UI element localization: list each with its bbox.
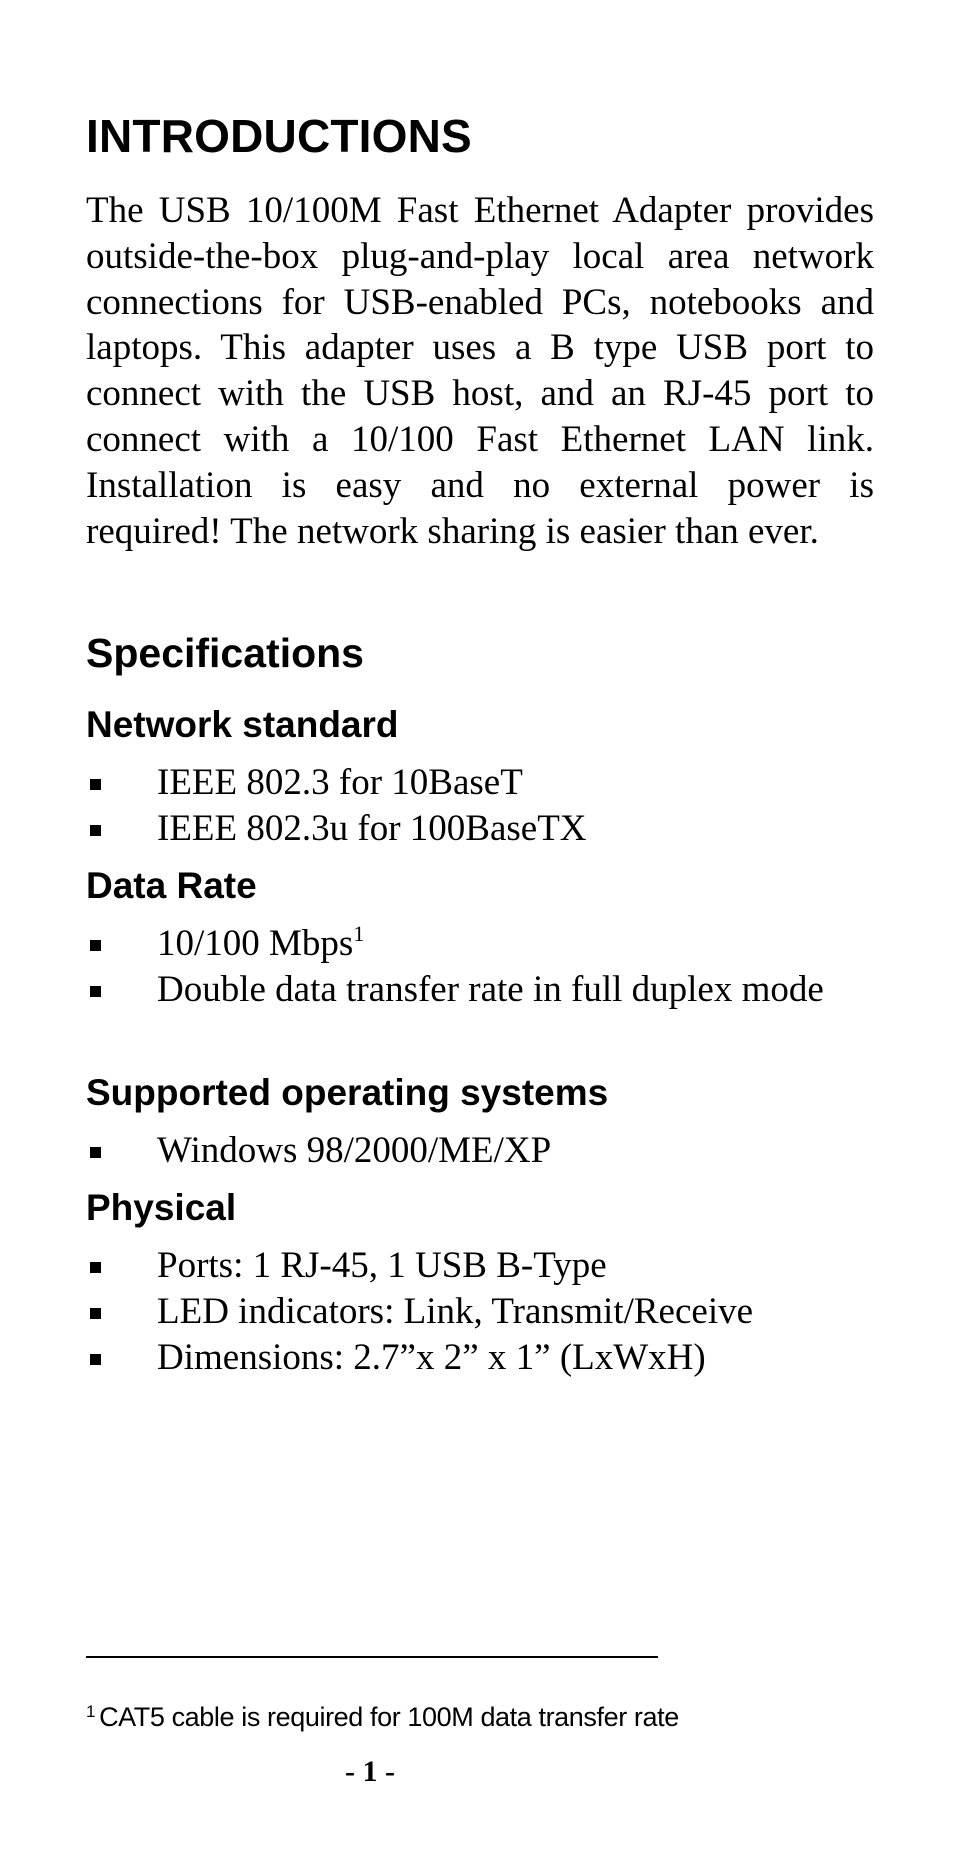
specifications-heading: Specifications: [86, 630, 364, 676]
list-item: IEEE 802.3u for 100BaseTX: [86, 806, 874, 852]
footnote-marker: 1: [86, 1702, 96, 1721]
bullet-marker: [90, 1262, 101, 1273]
list-item: IEEE 802.3 for 10BaseT: [86, 760, 874, 806]
list-item: Windows 98/2000/ME/XP: [86, 1128, 874, 1174]
bullet-marker: [90, 1308, 101, 1319]
footnote-text: CAT5 cable is required for 100M data transfer rate: [99, 1702, 679, 1732]
bullet-marker: [90, 779, 101, 790]
network-standard-list: [86, 760, 874, 852]
list-item: Dimensions: 2.7”x 2” x 1” (LxWxH): [86, 1335, 874, 1381]
bullet-marker: [90, 940, 101, 951]
bullet-marker: [90, 1354, 101, 1365]
list-item: 10/100 Mbps$^1$: [86, 921, 874, 967]
intro-paragraph: The USB 10/100M Fast Ethernet Adapter provides outside-the-box plug-and-play local area network connections for USB-enabled PCs, notebooks and laptops. This adapter uses a B type USB port to connect with the USB host, and an RJ-45 port to connect with a 10/100 Fast Ethernet LAN link. Installation is easy and no external power is required! The network sharing is easier than ever.: [86, 190, 874, 552]
data-rate-heading: Data Rate: [86, 865, 257, 906]
footnote: [86, 1700, 679, 1734]
footnote-divider: [86, 1656, 658, 1658]
list-item: Double data transfer rate in full duplex mode: [86, 967, 874, 1013]
list-item: LED indicators: Link, Transmit/Receive: [86, 1289, 874, 1335]
footnote-reference[interactable]: 1: [353, 921, 365, 946]
bullet-marker: [90, 1147, 101, 1158]
supported-os-list: [86, 1128, 874, 1174]
data-rate-list: [86, 921, 874, 1013]
document-page: [86, 0, 874, 1853]
bullet-marker: [90, 986, 101, 997]
list-item: Ports: 1 RJ-45, 1 USB B-Type: [86, 1243, 874, 1289]
page-number: - 1 -: [345, 1755, 395, 1788]
page-title: INTRODUCTIONS: [86, 110, 472, 162]
supported-os-heading: Supported operating systems: [86, 1072, 609, 1113]
physical-heading: Physical: [86, 1187, 237, 1228]
bullet-marker: [90, 825, 101, 836]
network-standard-heading: Network standard: [86, 704, 399, 745]
physical-list: [86, 1243, 874, 1380]
